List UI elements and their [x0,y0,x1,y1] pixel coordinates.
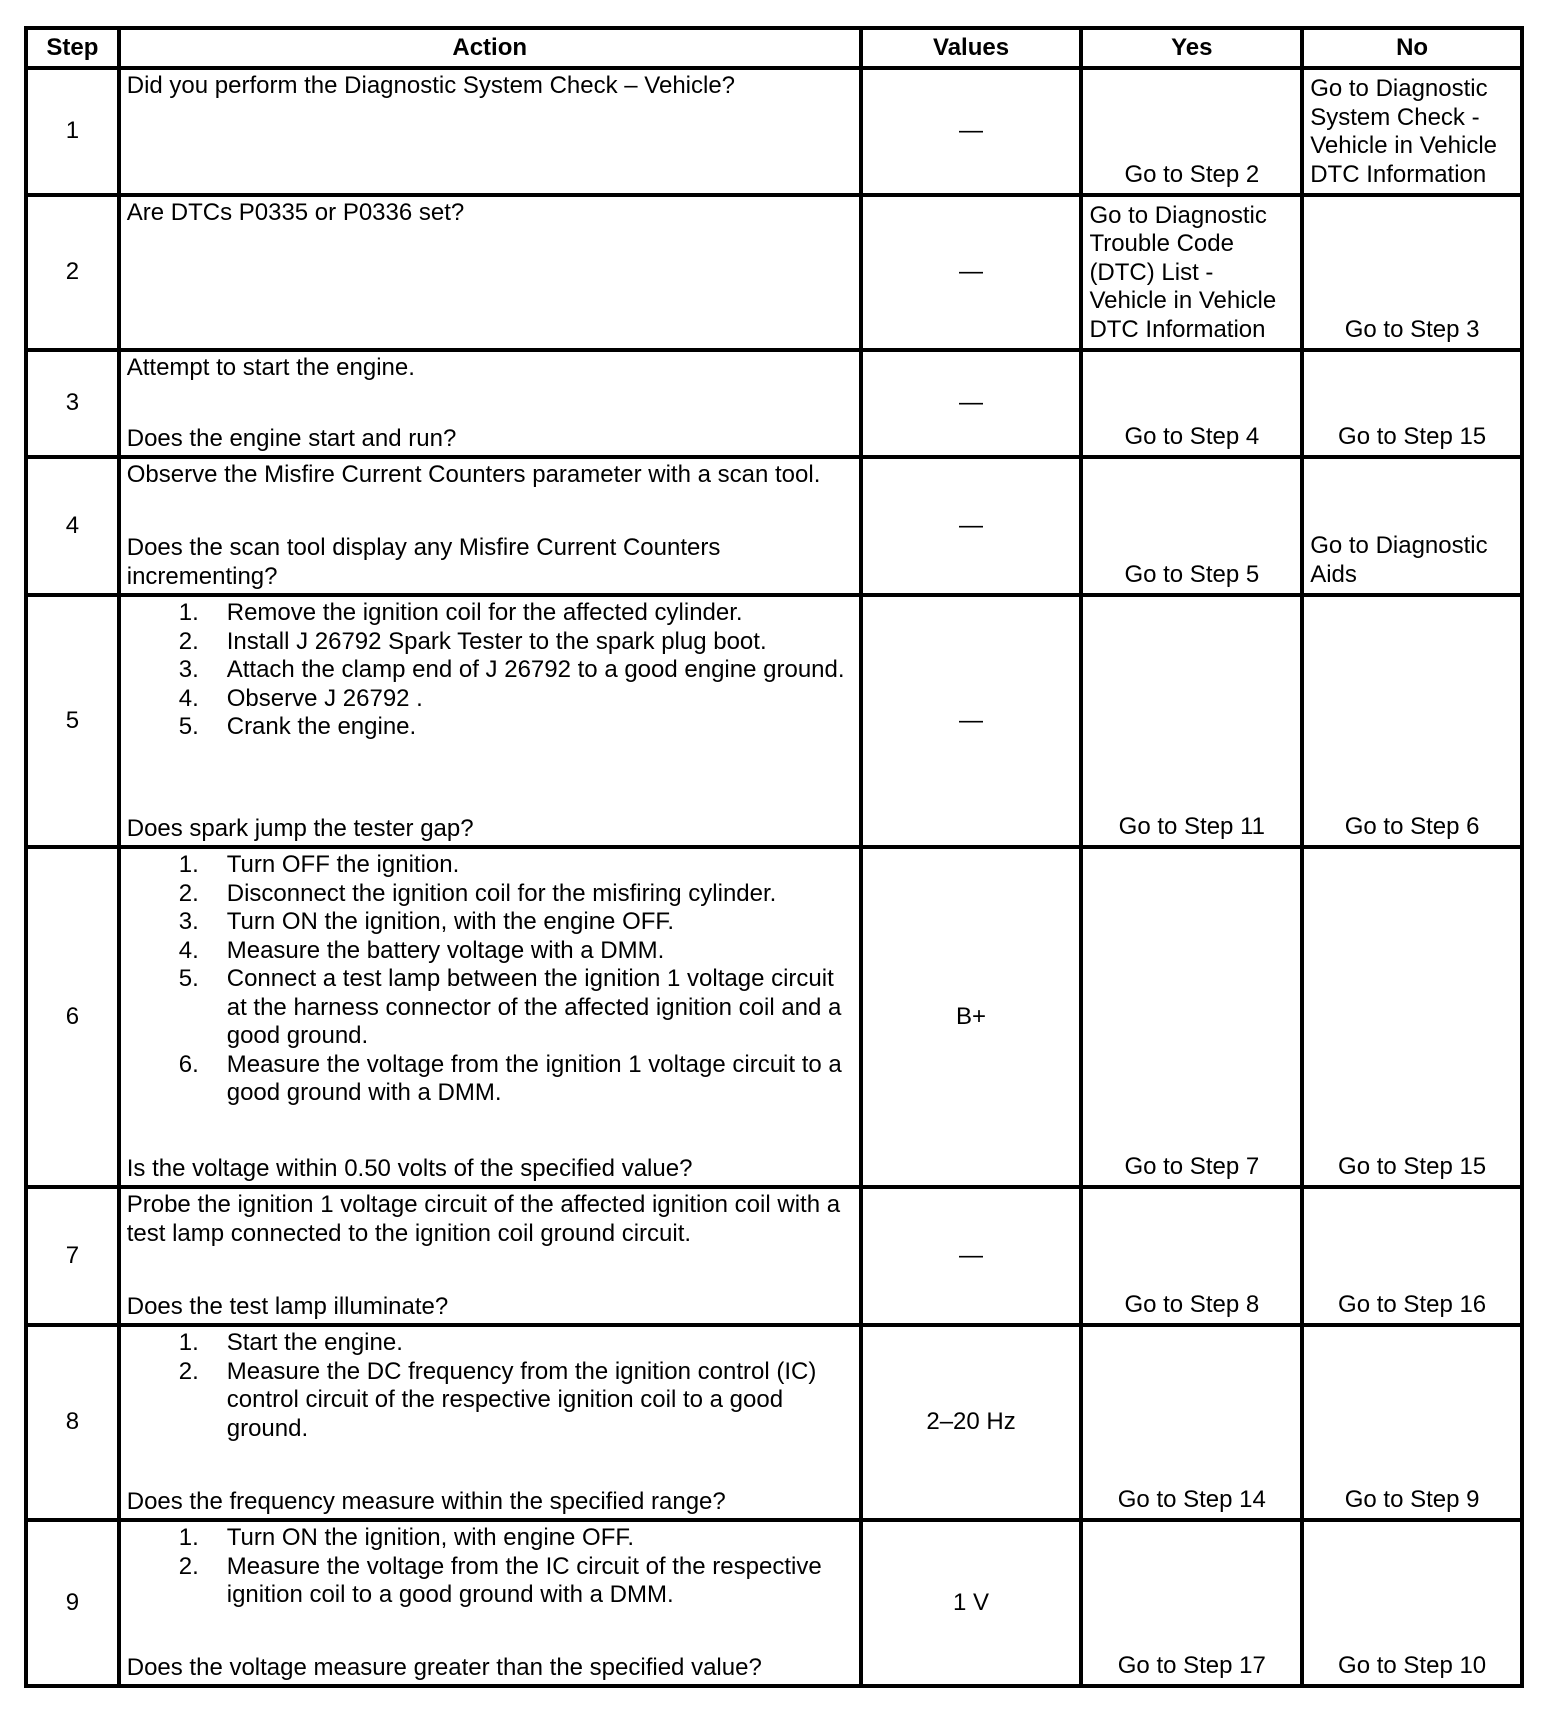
yes-cell: Go to Step 14 [1081,1325,1302,1520]
value-cell: — [861,595,1082,847]
action-cell [119,847,861,1187]
value-cell: — [861,350,1082,457]
list-item-text: Start the engine. [226,1329,403,1356]
step-number: 1 [26,68,119,195]
table-row [26,847,1522,1187]
no-cell: Go to Diagnostic Aids [1302,457,1522,595]
list-item [179,1524,853,1553]
no-cell: Go to Step 15 [1302,350,1522,457]
action-intro: Did you perform the Diagnostic System Check – Vehicle? [126,72,736,99]
action-question: Does the test lamp illuminate? [126,1292,449,1320]
list-item-text: Measure the voltage from the ignition 1 voltage circuit to a good ground with a DMM. [226,1050,842,1106]
action-intro: Probe the ignition 1 voltage circuit of the affected ignition coil with a test lamp connected to the ignition coil ground circuit. [126,1191,841,1247]
action-top [127,599,853,742]
list-item-number: 1. [178,1524,199,1551]
action-top [127,851,853,1108]
list-item [179,685,853,714]
action-top [127,72,853,101]
yes-cell: Go to Step 11 [1081,595,1302,847]
table-row [26,1187,1522,1325]
action-top [127,1524,853,1610]
list-item [179,1553,853,1610]
no-cell: Go to Step 15 [1302,847,1522,1187]
list-item-number: 2. [178,1552,199,1580]
step-number: 4 [26,457,119,595]
header-row [26,28,1522,68]
list-item [179,656,853,685]
step-number: 8 [26,1325,119,1520]
table-row [26,457,1522,595]
list-item [179,713,853,742]
list-item-number: 2. [178,1357,199,1385]
action-steps-list [127,599,853,742]
list-item-text: Observe J 26792 . [226,684,423,712]
list-item [179,1358,853,1444]
action-intro: Are DTCs P0335 or P0336 set? [126,199,465,226]
list-item [179,908,853,937]
header-action: Action [119,28,861,68]
action-cell [119,1520,861,1686]
action-cell [119,195,861,350]
step-number: 3 [26,350,119,457]
list-item-text: Measure the battery voltage with a DMM. [226,936,665,964]
no-cell: Go to Step 9 [1302,1325,1522,1520]
list-item-number: 3. [178,908,199,935]
list-item-number: 6. [178,1050,199,1078]
action-top [127,354,853,383]
action-question: Is the voltage within 0.50 volts of the specified value? [126,1154,693,1182]
yes-cell: Go to Step 2 [1081,68,1302,195]
value-cell: — [861,68,1082,195]
action-top [127,1191,853,1248]
list-item [179,851,853,880]
step-number: 6 [26,847,119,1187]
action-steps-list [127,1524,853,1610]
table-row [26,595,1522,847]
step-number: 5 [26,595,119,847]
action-question: Does the engine start and run? [126,424,457,452]
action-top [127,461,853,490]
no-cell: Go to Step 16 [1302,1187,1522,1325]
step-number: 7 [26,1187,119,1325]
no-cell: Go to Step 10 [1302,1520,1522,1686]
no-cell: Go to Step 6 [1302,595,1522,847]
diagnostic-table [24,26,1524,1688]
action-cell [119,1187,861,1325]
list-item [179,937,853,966]
no-cell: Go to Step 3 [1302,195,1522,350]
list-item-text: Measure the voltage from the IC circuit of the respective ignition coil to a good ground with a DMM. [226,1552,822,1608]
value-cell: — [861,457,1082,595]
action-steps-list [127,851,853,1108]
list-item-text: Connect a test lamp between the ignition 1 voltage circuit at the harness connector of the affected ignition coil and a good ground. [226,965,842,1049]
list-item-number: 4. [178,936,199,964]
yes-cell: Go to Step 8 [1081,1187,1302,1325]
value-cell: — [861,1187,1082,1325]
list-item [179,628,853,657]
step-number: 9 [26,1520,119,1686]
table-row [26,68,1522,195]
yes-cell: Go to Step 7 [1081,847,1302,1187]
list-item-number: 1. [178,1329,199,1356]
yes-cell: Go to Diagnostic Trouble Code (DTC) List - Vehicle in Vehicle DTC Information [1081,195,1302,350]
table-row [26,195,1522,350]
list-item-number: 3. [178,656,199,683]
table-row [26,1325,1522,1520]
value-cell: — [861,195,1082,350]
table-row [26,350,1522,457]
no-cell: Go to Diagnostic System Check - Vehicle in Vehicle DTC Information [1302,68,1522,195]
list-item-text: Turn ON the ignition, with the engine OFF. [226,908,675,935]
action-question: Does the scan tool display any Misfire Current Counters incrementing? [126,534,721,590]
header-no: No [1302,28,1522,68]
list-item [179,599,853,628]
value-cell: B+ [861,847,1082,1187]
action-cell [119,457,861,595]
list-item-number: 1. [178,851,199,878]
list-item-text: Turn ON the ignition, with engine OFF. [226,1524,635,1551]
action-intro: Attempt to start the engine. [126,354,415,381]
header-values: Values [861,28,1082,68]
action-steps-list [127,1329,853,1443]
list-item-number: 1. [178,599,199,626]
action-cell [119,350,861,457]
yes-cell: Go to Step 17 [1081,1520,1302,1686]
action-cell [119,1325,861,1520]
list-item [179,1329,853,1358]
list-item-text: Remove the ignition coil for the affected cylinder. [226,599,743,626]
header-yes: Yes [1081,28,1302,68]
step-number: 2 [26,195,119,350]
list-item-number: 5. [178,965,199,992]
action-top [127,199,853,228]
action-top [127,1329,853,1443]
yes-cell: Go to Step 4 [1081,350,1302,457]
action-question: Does spark jump the tester gap? [126,814,474,842]
value-cell: 2–20 Hz [861,1325,1082,1520]
list-item-text: Crank the engine. [226,713,417,740]
list-item-text: Attach the clamp end of J 26792 to a good engine ground. [226,656,845,683]
yes-cell: Go to Step 5 [1081,457,1302,595]
list-item-number: 2. [178,627,199,655]
list-item-text: Disconnect the ignition coil for the misfiring cylinder. [226,879,777,907]
list-item-number: 5. [178,713,199,740]
action-intro: Observe the Misfire Current Counters parameter with a scan tool. [126,461,821,488]
list-item-number: 4. [178,684,199,712]
list-item-text: Install J 26792 Spark Tester to the spark plug boot. [226,627,767,655]
list-item-text: Turn OFF the ignition. [226,851,460,878]
action-question: Does the voltage measure greater than the specified value? [126,1653,762,1681]
header-step: Step [26,28,119,68]
list-item [179,880,853,909]
list-item-number: 2. [178,879,199,907]
value-cell: 1 V [861,1520,1082,1686]
action-cell [119,595,861,847]
list-item [179,965,853,1051]
list-item-text: Measure the DC frequency from the ignition control (IC) control circuit of the respective ignition coil to a good ground. [226,1357,817,1442]
list-item [179,1051,853,1108]
action-cell [119,68,861,195]
table-row [26,1520,1522,1686]
action-question: Does the frequency measure within the specified range? [126,1487,726,1515]
